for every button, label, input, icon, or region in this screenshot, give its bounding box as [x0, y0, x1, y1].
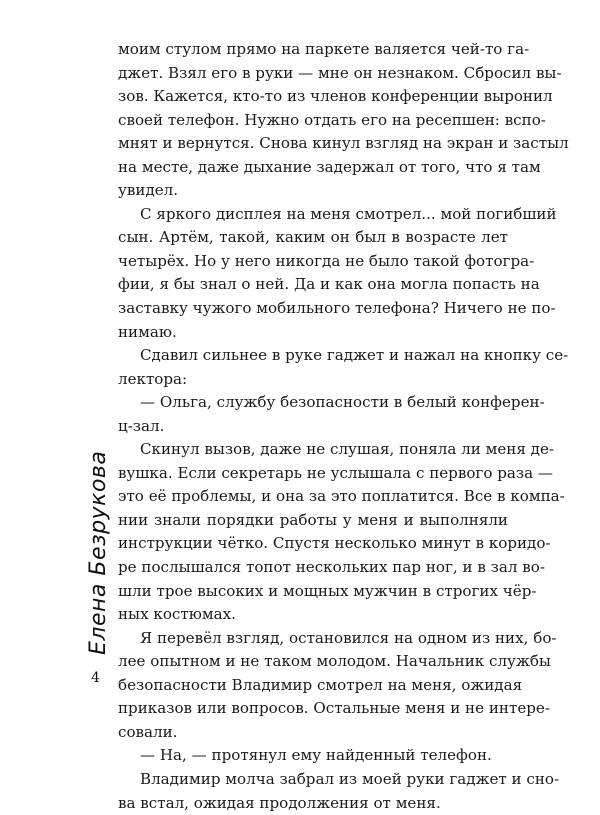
text-line: своей телефон. Нужно отдать его на ресепшен: вспо-	[118, 109, 508, 133]
text-line: инструкции чётко. Спустя несколько минут в коридо-	[118, 532, 508, 556]
text-line: С яркого дисплея на меня смотрел... мой погибший	[118, 203, 508, 227]
text-line: ц-зал.	[118, 415, 508, 439]
text-line: лектора:	[118, 368, 508, 392]
text-line: ных костюмах.	[118, 603, 508, 627]
text-line: ва встал, ожидая продолжения от меня.	[118, 792, 508, 815]
text-line: фии, я бы знал о ней. Да и как она могла попасть на	[118, 273, 508, 297]
text-line: шли трое высоких и мощных мужчин в строгих чёр-	[118, 580, 508, 604]
text-line: сын. Артём, такой, каким он был в возрасте лет	[118, 226, 508, 250]
text-line: приказов или вопросов. Остальные меня и не интере-	[118, 697, 508, 721]
text-line: Сдавил сильнее в руке гаджет и нажал на кнопку се-	[118, 344, 508, 368]
paragraph	[118, 768, 508, 815]
text-line: нии знали порядки работы у меня и выполняли	[118, 509, 508, 533]
paragraph	[118, 203, 508, 344]
text-line: четырёх. Но у него никогда не было такой фотогра-	[118, 250, 508, 274]
text-line: джет. Взял его в руки — мне он незнаком. Сбросил вы-	[118, 62, 508, 86]
text-line: лее опытном и не таком молодом. Начальник службы	[118, 650, 508, 674]
text-line: мнят и вернутся. Снова кинул взгляд на экран и застыл	[118, 132, 508, 156]
text-line: нимаю.	[118, 321, 508, 345]
text-line: ре послышался топот нескольких пар ног, и в зал во-	[118, 556, 508, 580]
text-line: безопасности Владимир смотрел на меня, ожидая	[118, 674, 508, 698]
text-line: вушка. Если секретарь не услышала с первого раза —	[118, 462, 508, 486]
paragraph	[118, 438, 508, 626]
text-line: моим стулом прямо на паркете валяется чей-то га-	[118, 38, 508, 62]
text-line: это её проблемы, и она за это поплатится. Все в компа-	[118, 485, 508, 509]
text-line: — На, — протянул ему найденный телефон.	[118, 744, 508, 768]
text-line: заставку чужого мобильного телефона? Ничего не по-	[118, 297, 508, 321]
author-name: Елена Безрукова	[86, 451, 111, 655]
text-line: Скинул вызов, даже не слушая, поняла ли меня де-	[118, 438, 508, 462]
text-line: на месте, даже дыхание задержал от того, что я там	[118, 156, 508, 180]
text-line: — Ольга, службу безопасности в белый конферен-	[118, 391, 508, 415]
text-line: Владимир молча забрал из моей руки гаджет и сно-	[118, 768, 508, 792]
page-number: 4	[91, 670, 100, 686]
text-line: увидел.	[118, 179, 508, 203]
text-line: совали.	[118, 721, 508, 745]
paragraph	[118, 391, 508, 438]
text-line: зов. Кажется, кто-то из членов конференции выронил	[118, 85, 508, 109]
paragraph	[118, 344, 508, 391]
paragraph	[118, 744, 508, 768]
body-text	[118, 38, 508, 815]
text-line: Я перевёл взгляд, остановился на одном из них, бо-	[118, 627, 508, 651]
paragraph	[118, 627, 508, 745]
paragraph	[118, 38, 508, 203]
